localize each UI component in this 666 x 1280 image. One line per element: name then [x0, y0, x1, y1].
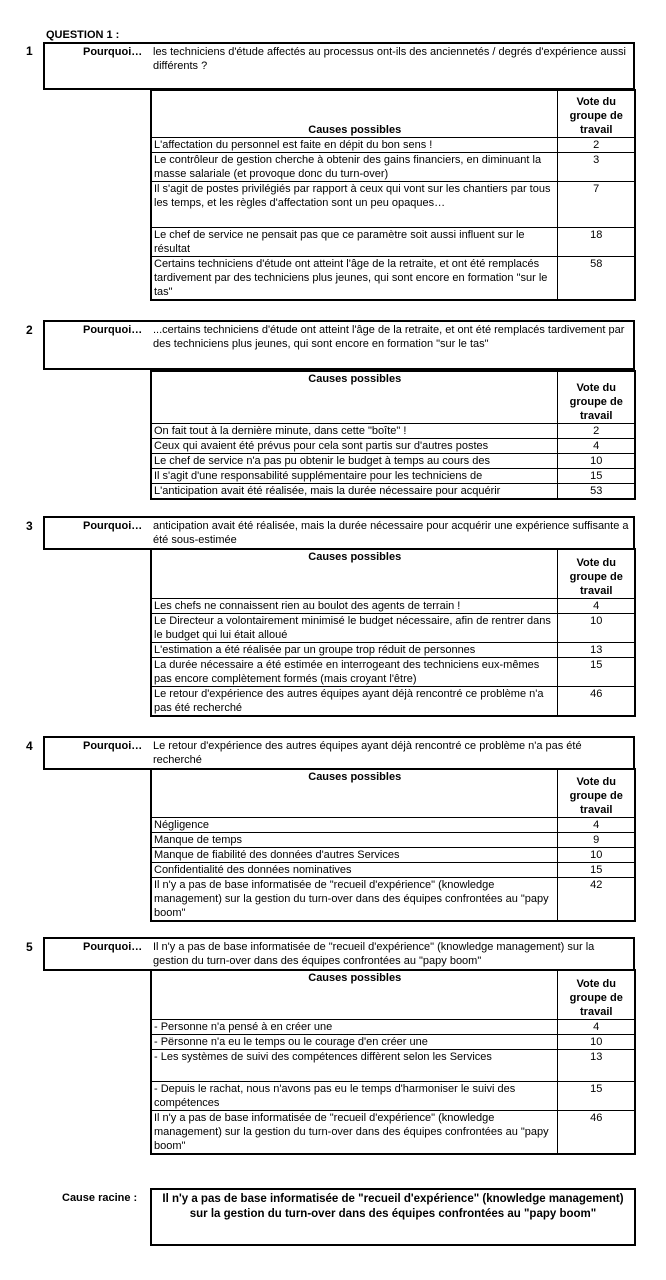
cause-cell: Il s'agit de postes privilégiés par rapport à ceux qui vont sur les chantiers par tous les temps, et les règles d'affectation sont un peu opaques… [151, 181, 558, 227]
vote-cell: 4 [558, 598, 635, 613]
table-row [151, 483, 635, 499]
table-row [151, 613, 635, 642]
pourquoi-label: Pourquoi… [83, 46, 143, 58]
vote-cell: 10 [558, 453, 635, 468]
cause-cell: Les chefs ne connaissent rien au boulot des agents de terrain ! [151, 598, 558, 613]
table-row [151, 1034, 635, 1049]
table-row [151, 256, 635, 300]
table-row [151, 468, 635, 483]
vote-cell: 42 [558, 877, 635, 921]
header-vote: Vote du groupe de travail [558, 970, 635, 1019]
cause-cell: Confidentialité des données nominatives [151, 862, 558, 877]
vote-cell: 4 [558, 817, 635, 832]
causes-table [150, 548, 636, 717]
vote-cell: 46 [558, 686, 635, 716]
cause-cell: L'estimation a été réalisée par un groupe trop réduit de personnes [151, 642, 558, 657]
block-number: 3 [26, 519, 33, 533]
cause-cell: Le chef de service ne pensait pas que ce paramètre soit aussi influent sur le résultat [151, 227, 558, 256]
table-row [151, 137, 635, 152]
cause-cell: On fait tout à la dernière minute, dans cette "boîte" ! [151, 423, 558, 438]
table-row [151, 1049, 635, 1081]
vote-cell: 10 [558, 613, 635, 642]
vote-cell: 13 [558, 1049, 635, 1081]
pourquoi-box [43, 320, 635, 370]
vote-cell: 15 [558, 468, 635, 483]
cause-cell: L'anticipation avait été réalisée, mais la durée nécessaire pour acquérir [151, 483, 558, 499]
block-number: 2 [26, 323, 33, 337]
cause-cell: Manque de temps [151, 832, 558, 847]
cause-cell: Le retour d'expérience des autres équipes ayant déjà rencontré ce problème n'a pas été recherché [151, 686, 558, 716]
table-row [151, 832, 635, 847]
cause-cell: - Depuis le rachat, nous n'avons pas eu le temps d'harmoniser le suivi des compétences [151, 1081, 558, 1110]
header-vote: Vote du groupe de travail [558, 90, 635, 137]
pourquoi-question: ...certains techniciens d'étude ont atteint l'âge de la retraite, et ont été remplacés tardivement par des techniciens plus jeunes, qui sont encore en formation "sur le tas" [153, 324, 625, 350]
vote-cell: 4 [558, 1019, 635, 1034]
pourquoi-box [43, 937, 635, 971]
pourquoi-label: Pourquoi… [83, 941, 143, 953]
cause-cell: Le Directeur a volontairement minimisé le budget nécessaire, afin de rentrer dans le budget qui lui était alloué [151, 613, 558, 642]
cause-cell: Il s'agit d'une responsabilité supplémentaire pour les techniciens de [151, 468, 558, 483]
vote-cell: 18 [558, 227, 635, 256]
header-causes: Causes possibles [151, 769, 558, 817]
cause-cell: Ceux qui avaient été prévus pour cela sont partis sur d'autres postes [151, 438, 558, 453]
vote-cell: 15 [558, 862, 635, 877]
root-cause-label: Cause racine : [62, 1192, 138, 1204]
cause-cell: - Personne n'a pensé à en créer une [151, 1019, 558, 1034]
table-row [151, 453, 635, 468]
pourquoi-label: Pourquoi… [83, 520, 143, 532]
block-number: 4 [26, 739, 33, 753]
pourquoi-question: anticipation avait été réalisée, mais la durée nécessaire pour acquérir une expérience suffisante a été sous-estimée [153, 520, 629, 546]
cause-cell: Il n'y a pas de base informatisée de "recueil d'expérience" (knowledge management) sur la gestion du turn-over dans des équipes confrontées au "papy boom" [151, 1110, 558, 1154]
cause-cell: - Les systèmes de suivi des compétences diffèrent selon les Services [151, 1049, 558, 1081]
vote-cell: 15 [558, 1081, 635, 1110]
table-row [151, 181, 635, 227]
cause-cell: L'affectation du personnel est faite en dépit du bon sens ! [151, 137, 558, 152]
table-row [151, 1081, 635, 1110]
vote-cell: 4 [558, 438, 635, 453]
pourquoi-box [43, 516, 635, 550]
table-row [151, 847, 635, 862]
vote-cell: 2 [558, 137, 635, 152]
vote-cell: 53 [558, 483, 635, 499]
pourquoi-label: Pourquoi… [83, 740, 143, 752]
vote-cell: 58 [558, 256, 635, 300]
causes-table [150, 768, 636, 922]
cause-cell: Le contrôleur de gestion cherche à obtenir des gains financiers, en diminuant la masse salariale (et provoque donc du turn-over) [151, 152, 558, 181]
table-row [151, 817, 635, 832]
pourquoi-question: Le retour d'expérience des autres équipes ayant déjà rencontré ce problème n'a pas été recherché [153, 740, 582, 766]
table-row [151, 686, 635, 716]
table-row [151, 862, 635, 877]
table-row [151, 1019, 635, 1034]
vote-cell: 9 [558, 832, 635, 847]
table-row [151, 598, 635, 613]
block-number: 5 [26, 940, 33, 954]
pourquoi-label: Pourquoi… [83, 324, 143, 336]
table-row [151, 423, 635, 438]
pourquoi-box [43, 736, 635, 770]
block-number: 1 [26, 44, 33, 58]
header-vote: Vote du groupe de travail [558, 549, 635, 598]
cause-cell: La durée nécessaire a été estimée en interrogeant des techniciens eux-mêmes pas encore complètement formés (mais croyant l'être) [151, 657, 558, 686]
vote-cell: 46 [558, 1110, 635, 1154]
vote-cell: 2 [558, 423, 635, 438]
table-row [151, 152, 635, 181]
header-causes: Causes possibles [151, 549, 558, 598]
cause-cell: Négligence [151, 817, 558, 832]
question-title: QUESTION 1 : [46, 29, 120, 41]
table-row [151, 657, 635, 686]
table-row [151, 1110, 635, 1154]
cause-cell: Certains techniciens d'étude ont atteint l'âge de la retraite, et ont été remplacés tardivement par des techniciens plus jeunes, qui sont encore en formation "sur le tas" [151, 256, 558, 300]
vote-cell: 15 [558, 657, 635, 686]
cause-cell: Il n'y a pas de base informatisée de "recueil d'expérience" (knowledge management) sur la gestion du turn-over dans des équipes confrontées au "papy boom" [151, 877, 558, 921]
vote-cell: 7 [558, 181, 635, 227]
causes-table [150, 969, 636, 1155]
header-causes: Causes possibles [151, 371, 558, 423]
pourquoi-box [43, 42, 635, 90]
cause-cell: Manque de fiabilité des données d'autres Services [151, 847, 558, 862]
vote-cell: 3 [558, 152, 635, 181]
root-cause-text: Il n'y a pas de base informatisée de "recueil d'expérience" (knowledge management) sur la gestion du turn-over dans des équipes confrontées au "papy boom" [150, 1188, 636, 1246]
pourquoi-question: Il n'y a pas de base informatisée de "recueil d'expérience" (knowledge management) sur la gestion du turn-over dans des équipes confrontées au "papy boom" [153, 941, 595, 967]
vote-cell: 13 [558, 642, 635, 657]
cause-cell: - Përsonne n'a eu le temps ou le courage d'en créer une [151, 1034, 558, 1049]
header-causes: Causes possibles [151, 970, 558, 1019]
cause-cell: Le chef de service n'a pas pu obtenir le budget à temps au cours des [151, 453, 558, 468]
causes-table [150, 89, 636, 301]
table-row [151, 642, 635, 657]
header-causes: Causes possibles [151, 90, 558, 137]
vote-cell: 10 [558, 847, 635, 862]
table-row [151, 877, 635, 921]
causes-table [150, 370, 636, 500]
vote-cell: 10 [558, 1034, 635, 1049]
header-vote: Vote du groupe de travail [558, 371, 635, 423]
table-row [151, 227, 635, 256]
table-row [151, 438, 635, 453]
header-vote: Vote du groupe de travail [558, 769, 635, 817]
pourquoi-question: les techniciens d'étude affectés au processus ont-ils des anciennetés / degrés d'expérience aussi différents ? [153, 46, 627, 72]
